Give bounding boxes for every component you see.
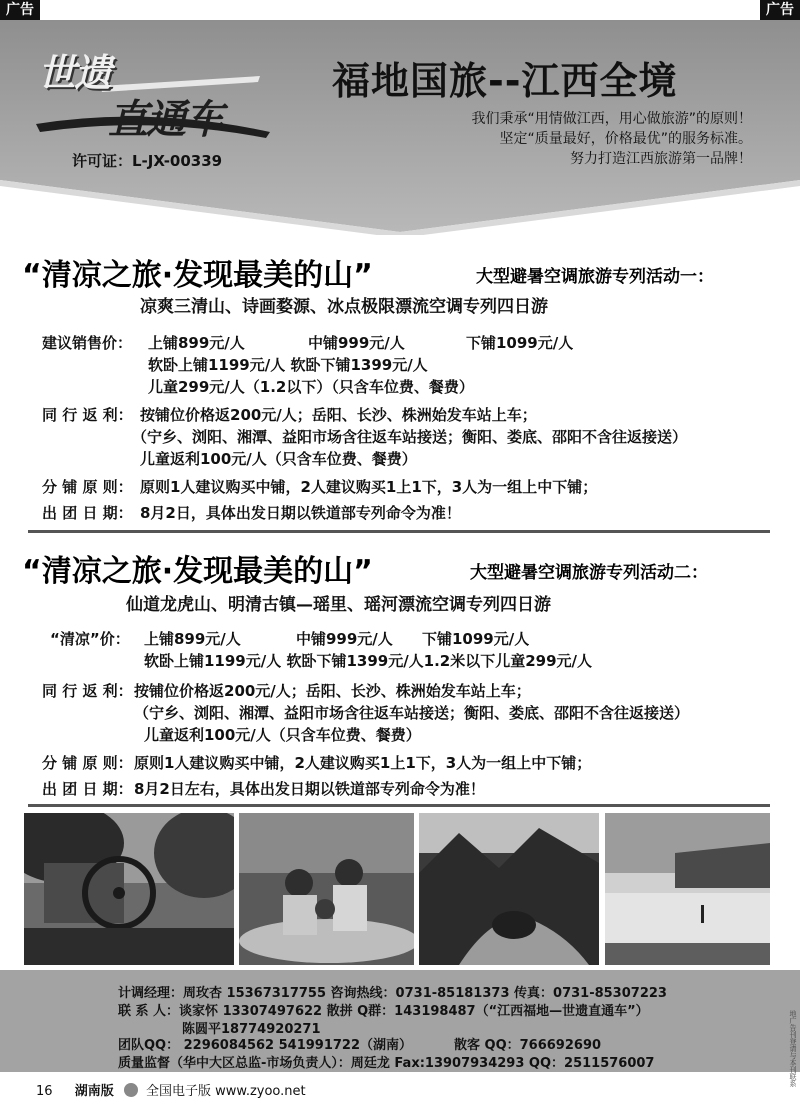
site-link[interactable]: 全国电子版 www.zyoo.net: [145, 1084, 306, 1099]
logo-text-top: 世遗: [38, 50, 111, 95]
section-tag: 大型避暑空调旅游专列活动二：: [470, 563, 708, 583]
date-label: 出 团 日 期：: [42, 780, 133, 798]
edition-logo-icon: [124, 1083, 138, 1097]
slogan-line: 我们秉承“用情做江西，用心做旅游”的原则！: [471, 111, 752, 127]
ad-tag-left: 广告: [0, 0, 40, 20]
rebate-label: 同 行 返 利：: [42, 406, 133, 424]
berth-label: 分 铺 原 则：: [42, 478, 133, 496]
contact-line: 质量监督（华中大区总监-市场负责人）：周廷龙 Fax:13907934293 QQ：2511576007: [118, 1056, 655, 1071]
contact-line: 陈圆平18774920271: [182, 1022, 321, 1037]
rebate-line: 儿童返利100元/人（只含车位费、餐费）: [144, 726, 421, 744]
price-middle: 中铺999元/人: [308, 334, 405, 352]
slogan-line: 努力打造江西旅游第一品牌！: [570, 151, 752, 167]
section-title: “清凉之旅·发现最美的山”: [22, 554, 373, 589]
section-tag: 大型避暑空调旅游专列活动一：: [476, 267, 714, 287]
price-upper: 上铺899元/人: [148, 334, 245, 352]
rebate-line: 按铺位价格返200元/人；岳阳、长沙、株洲始发车站上车；: [140, 406, 537, 424]
contact-line: 计调经理：周玫杏 15367317755 咨询热线：0731-85181373 传真：0731-85307223: [118, 986, 667, 1001]
photo-waterwheel: [24, 813, 234, 965]
page-number: 16: [36, 1084, 53, 1099]
date-text: 8月2日左右，具体出发日期以铁道部专列命令为准！: [134, 780, 485, 798]
price-lower: 下铺1099元/人: [466, 334, 574, 352]
price-line: 软卧上铺1199元/人 软卧下铺1399元/人: [148, 356, 428, 374]
photo-river-mountains: [419, 813, 599, 965]
section-divider: [28, 804, 770, 807]
header-title: 福地国旅--江西全境: [332, 59, 678, 103]
slogan-line: 坚定“质量最好，价格最优”的服务标准。: [499, 131, 752, 147]
berth-text: 原则1人建议购买中铺，2人建议购买1上1下，3人为一组上中下铺；: [140, 478, 598, 496]
license-number: 许可证：L-JX-00339: [72, 152, 223, 170]
price-label: 建议销售价：: [42, 334, 133, 352]
section-title: “清凉之旅·发现最美的山”: [22, 258, 373, 293]
section-route: 凉爽三清山、诗画婺源、冰点极限漂流空调专列四日游: [140, 297, 548, 317]
page-footer: [36, 1080, 306, 1099]
date-label: 出 团 日 期：: [42, 504, 133, 522]
section-route: 仙道龙虎山、明清古镇—瑶里、瑶河漂流空调专列四日游: [126, 595, 551, 615]
contact-line: 团队QQ： 2296084562 541991722（湖南）: [118, 1038, 413, 1053]
rebate-label: 同 行 返 利：: [42, 682, 133, 700]
logo: [30, 36, 280, 151]
photo-rafting: [239, 813, 414, 965]
price-line: 儿童299元/人（1.2以下）（只含车位费、餐费）: [148, 378, 474, 396]
ad-tag-right: 广告: [760, 0, 800, 20]
berth-text: 原则1人建议购买中铺，2人建议购买1上1下，3人为一组上中下铺；: [134, 754, 592, 772]
price-upper: 上铺899元/人: [144, 630, 241, 648]
logo-text-bottom: 直通车: [108, 96, 222, 143]
edition-label: 湖南版: [74, 1084, 114, 1099]
side-note: 地广告刊登请与本刊联系: [789, 1010, 797, 1087]
date-text: 8月2日，具体出发日期以铁道部专列命令为准！: [140, 504, 461, 522]
rebate-line: 按铺位价格返200元/人；岳阳、长沙、株洲始发车站上车；: [134, 682, 531, 700]
price-lower: 下铺1099元/人: [422, 630, 530, 648]
price-label: “清凉”价：: [50, 630, 130, 648]
contact-line: 散客 QQ：766692690: [454, 1038, 602, 1053]
berth-label: 分 铺 原 则：: [42, 754, 133, 772]
section-divider: [28, 530, 770, 533]
price-line: 软卧上铺1199元/人 软卧下铺1399元/人1.2米以下儿童299元/人: [144, 652, 593, 670]
rebate-line: （宁乡、浏阳、湘潭、益阳市场含往返车站接送；衡阳、娄底、邵阳不含往返接送）: [132, 428, 688, 446]
photo-misty-village: [605, 813, 770, 965]
contact-line: 联 系 人：谈家怀 13307497622 散拼 Q群：143198487（“江西福地—世遗直通车”）: [118, 1004, 649, 1019]
rebate-line: （宁乡、浏阳、湘潭、益阳市场含往返车站接送；衡阳、娄底、邵阳不含往返接送）: [134, 704, 690, 722]
price-middle: 中铺999元/人: [296, 630, 393, 648]
rebate-line: 儿童返利100元/人（只含车位费、餐费）: [140, 450, 417, 468]
